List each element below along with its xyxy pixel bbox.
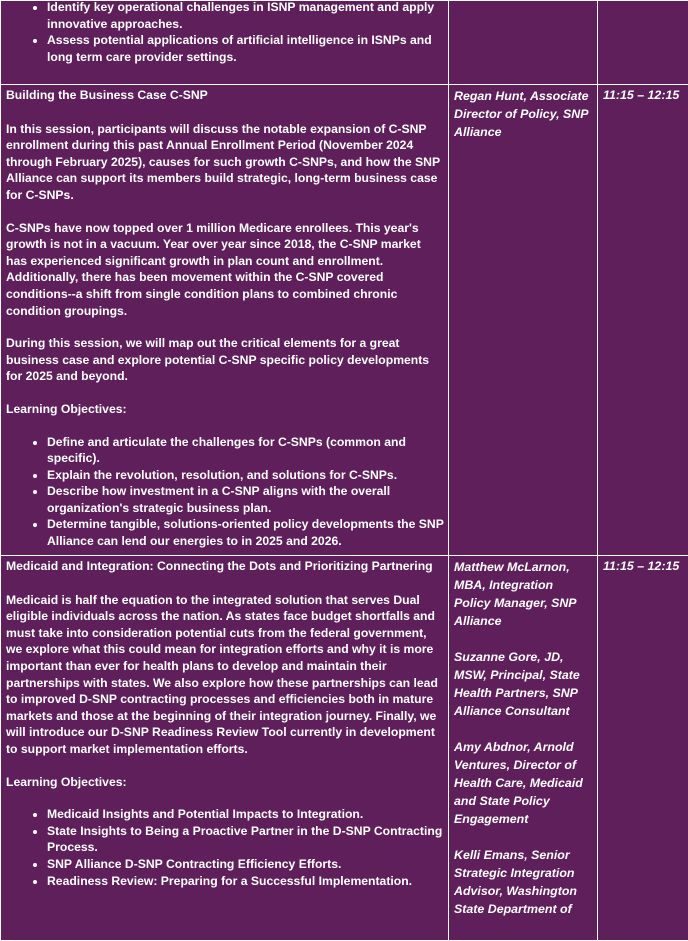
speaker-name: Regan Hunt, Associate Director of Policy, SNP Alliance — [454, 87, 593, 141]
objective-item: • Define and articulate the challenges for C-SNPs (common and specific). — [47, 434, 444, 467]
session-paragraph: C-SNPs have now topped over 1 million Medicare enrollees. This year's growth is not in a vacuum. Year over year since 2018, the C-SNP market has experienced significant growth in plan count and enrollment. Additionally, there has been movement within the C-SNP covered conditions--a shift from single condition plans to combined chronic condition groupings. — [6, 220, 444, 320]
agenda-row-csnp — [1, 85, 688, 556]
speaker-name: Matthew McLarnon, MBA, Integration Policy Manager, SNP Alliance — [454, 558, 593, 630]
objective-item: • Assess potential applications of artificial intelligence in ISNPs and long term care provider settings. — [47, 32, 444, 65]
session-time: 11:15 – 12:15 — [603, 558, 684, 575]
session-time: 11:15 – 12:15 — [603, 87, 684, 104]
learning-objectives-list — [6, 434, 444, 550]
objective-item: • Describe how investment in a C-SNP aligns with the overall organization's strategic business plan. — [47, 483, 444, 516]
objective-item: • Readiness Review: Preparing for a Successful Implementation. — [47, 873, 444, 890]
session-title: Medicaid and Integration: Connecting the Dots and Prioritizing Partnering — [6, 558, 444, 575]
session-title: Building the Business Case C-SNP — [6, 87, 444, 104]
speaker-name: Suzanne Gore, JD, MSW, Principal, State Health Partners, SNP Alliance Consultant — [454, 648, 593, 720]
session-description-cell — [1, 556, 449, 941]
session-description-cell — [1, 85, 449, 556]
speaker-cell — [449, 556, 598, 941]
objective-item: • Determine tangible, solutions-oriented policy developments the SNP Alliance can lend our energies to in 2025 and 2026. — [47, 516, 444, 549]
agenda-row-medicaid — [1, 556, 688, 941]
speaker-cell — [449, 85, 598, 556]
speaker-name: Amy Abdnor, Arnold Ventures, Director of Health Care, Medicaid and State Policy Engagement — [454, 738, 593, 828]
learning-objectives-heading: Learning Objectives: — [6, 401, 444, 418]
objective-item: • Medicaid Insights and Potential Impacts to Integration. — [47, 806, 444, 823]
objective-item: • SNP Alliance D-SNP Contracting Efficiency Efforts. — [47, 856, 444, 873]
session-description-cell — [1, 1, 449, 85]
objective-item: • Explain the revolution, resolution, and solutions for C-SNPs. — [47, 467, 444, 484]
session-paragraph: Medicaid is half the equation to the integrated solution that serves Dual eligible individuals across the nation. As states face budget shortfalls and must take into consideration potential cuts from the federal government, we explore what this could mean for integration efforts and why it is more important than ever for health plans to develop and maintain their partnerships with states. We also explore how these partnerships can lead to improved D-SNP contracting processes and efficiencies both in mature markets and those at the beginning of their integration journey. Finally, we will introduce our D-SNP Readiness Review Tool currently in development to support market implementation efforts. — [6, 592, 444, 758]
learning-objectives-heading: Learning Objectives: — [6, 774, 444, 791]
time-cell — [598, 85, 688, 556]
learning-objectives-list — [6, 0, 444, 65]
objective-item: • Identify key operational challenges in ISNP management and apply innovative approaches. — [47, 0, 444, 32]
learning-objectives-list — [6, 806, 444, 889]
agenda-row-isnp-continued — [1, 1, 688, 85]
objective-item: • State Insights to Being a Proactive Partner in the D-SNP Contracting Process. — [47, 823, 444, 856]
session-paragraph: During this session, we will map out the critical elements for a great business case and explore potential C-SNP specific policy developments for 2025 and beyond. — [6, 335, 444, 385]
time-cell — [598, 1, 688, 85]
speaker-cell — [449, 1, 598, 85]
time-cell — [598, 556, 688, 941]
speaker-name: Kelli Emans, Senior Strategic Integration Advisor, Washington State Department of — [454, 846, 593, 918]
session-paragraph: In this session, participants will discuss the notable expansion of C-SNP enrollment during this past Annual Enrollment Period (November 2024 through February 2025), causes for such growth C-SNPs, and how the SNP Alliance can support its members build strategic, long-term business case for C-SNPs. — [6, 121, 444, 204]
